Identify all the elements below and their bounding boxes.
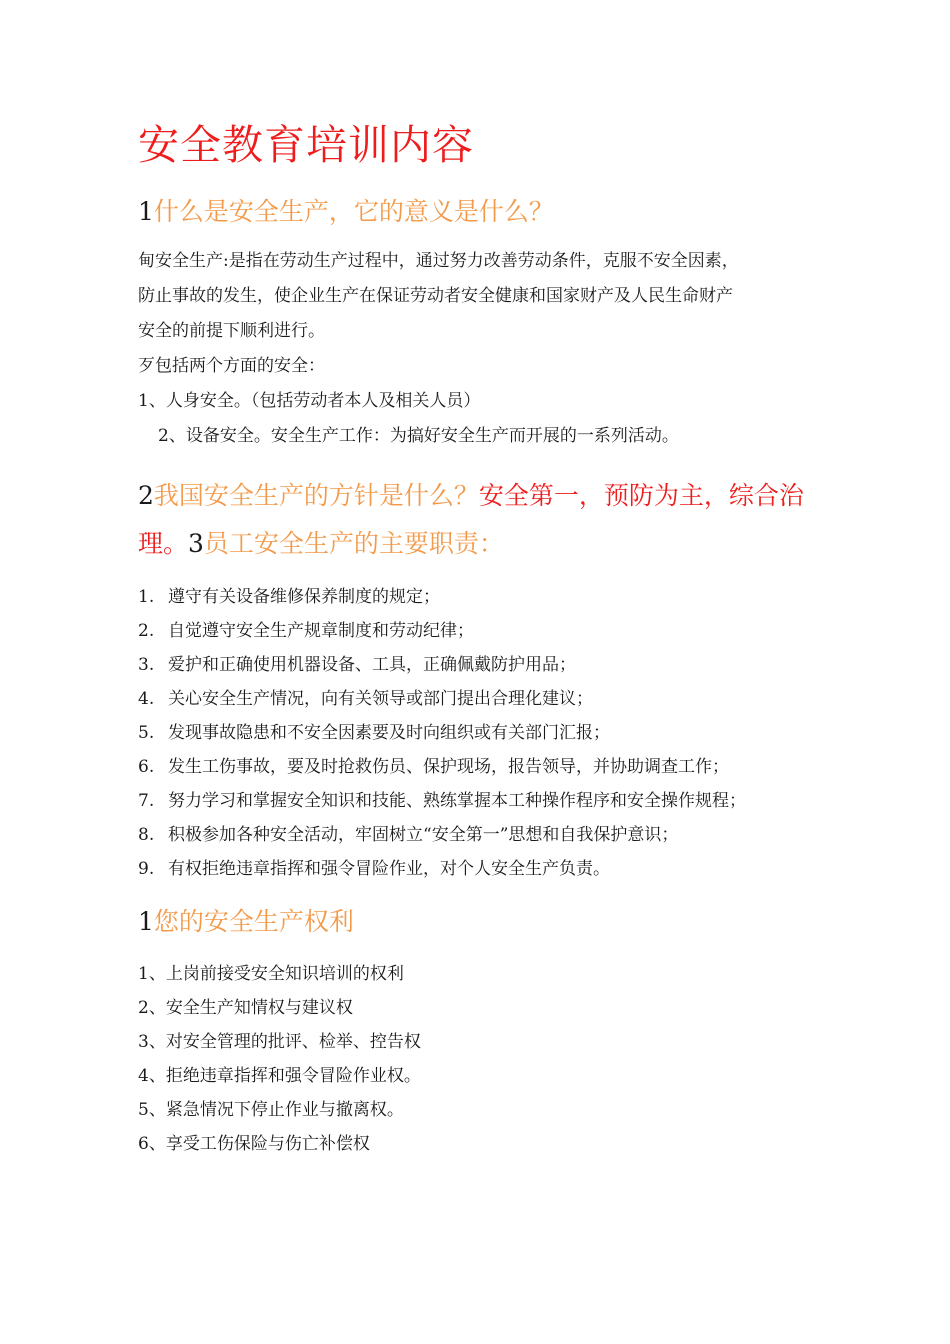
list-item: 5. 发现事故隐患和不安全因素要及时向组织或有关部门汇报； bbox=[138, 723, 610, 743]
list-item: 6. 发生工伤事故，要及时抢救伤员、保护现场，报告领导，并协助调查工作； bbox=[138, 757, 729, 777]
list-item: 2. 自觉遵守安全生产规章制度和劳动纪律； bbox=[138, 621, 474, 641]
list-item: 7. 努力学习和掌握安全知识和技能、熟练掌握本工种操作程序和安全操作规程； bbox=[138, 791, 746, 811]
section-1-heading bbox=[138, 192, 554, 228]
section-1-number: 1 bbox=[138, 197, 154, 226]
section-2-heading bbox=[138, 472, 818, 568]
section-3-heading-text: 员工安全生产的主要职责： bbox=[203, 529, 504, 558]
list-item: 6、享受工伤保险与伤亡补偿权 bbox=[138, 1134, 370, 1154]
list-item: 9. 有权拒绝违章指挥和强令冒险作业，对个人安全生产负责。 bbox=[138, 859, 610, 879]
duties-list bbox=[138, 580, 746, 886]
section-rights-heading bbox=[138, 902, 354, 938]
body-line: 歹包括两个方面的安全： bbox=[138, 356, 325, 376]
list-item: 1、上岗前接受安全知识培训的权利 bbox=[138, 964, 404, 984]
section-2-answer: 安全第一，预防为主，综合治理。 bbox=[138, 481, 804, 558]
list-item: 3、对安全管理的批评、检举、控告权 bbox=[138, 1032, 421, 1052]
section-2-number: 2 bbox=[138, 481, 154, 510]
section-1-body bbox=[138, 244, 739, 454]
list-item: 3. 爱护和正确使用机器设备、工具，正确佩戴防护用品； bbox=[138, 655, 576, 675]
section-1-heading-text: 什么是安全生产，它的意义是什么？ bbox=[153, 197, 554, 226]
list-item: 2、安全生产知情权与建议权 bbox=[138, 998, 353, 1018]
section-rights-number: 1 bbox=[138, 907, 154, 936]
list-item: 4. 关心安全生产情况，向有关领导或部门提出合理化建议； bbox=[138, 689, 593, 709]
body-line: 防止事故的发生，使企业生产在保证劳动者安全健康和国家财产及人民生命财产 bbox=[138, 286, 733, 306]
section-2-question: 我国安全生产的方针是什么？ bbox=[153, 481, 479, 510]
body-line: 安全的前提下顺利进行。 bbox=[138, 321, 325, 341]
section-rights-heading-text: 您的安全生产权利 bbox=[153, 907, 354, 936]
list-item: 8. 积极参加各种安全活动，牢固树立“安全第一”思想和自我保护意识； bbox=[138, 825, 679, 845]
rights-list bbox=[138, 957, 421, 1161]
body-line: 甸安全生产:是指在劳动生产过程中，通过努力改善劳动条件，克服不安全因素， bbox=[138, 251, 739, 271]
body-line: 2、设备安全。安全生产工作：为搞好安全生产而开展的一系列活动。 bbox=[158, 426, 679, 446]
list-item: 4、拒绝违章指挥和强令冒险作业权。 bbox=[138, 1066, 421, 1086]
section-3-number: 3 bbox=[188, 529, 204, 558]
list-item: 1. 遵守有关设备维修保养制度的规定； bbox=[138, 587, 440, 607]
page-title: 安全教育培训内容 bbox=[138, 121, 474, 169]
body-line: 1、人身安全。（包括劳动者本人及相关人员） bbox=[138, 391, 481, 411]
list-item: 5、紧急情况下停止作业与撤离权。 bbox=[138, 1100, 404, 1120]
